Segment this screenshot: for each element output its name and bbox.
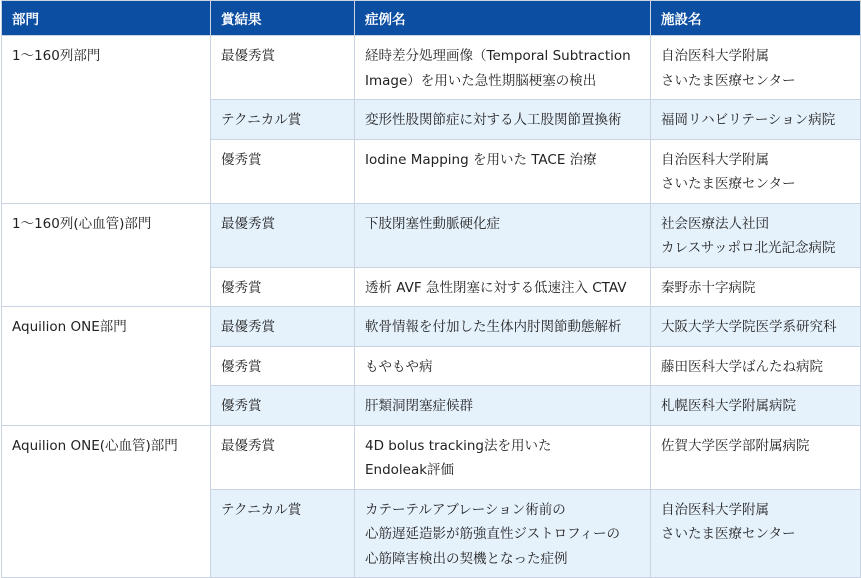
facility-cell bbox=[651, 307, 861, 347]
award-cell: テクニカル賞 bbox=[211, 489, 355, 578]
facility-line: 佐賀大学医学部附属病院 bbox=[661, 437, 810, 454]
facility-cell bbox=[651, 267, 861, 307]
case-line: 心筋障害検出の契機となった症例 bbox=[365, 550, 568, 567]
table-row bbox=[2, 203, 861, 267]
facility-line: 自治医科大学附属 bbox=[661, 151, 769, 168]
case-line: カテーテルアブレーション術前の bbox=[365, 501, 566, 518]
award-cell: 優秀賞 bbox=[211, 139, 355, 203]
facility-cell bbox=[651, 139, 861, 203]
dept-cell: 1〜160列部門 bbox=[2, 36, 211, 204]
case-cell bbox=[355, 307, 651, 347]
case-line: 肝類洞閉塞症候群 bbox=[365, 398, 473, 414]
facility-line: 札幌医科大学附属病院 bbox=[661, 398, 796, 414]
header-dept: 部門 bbox=[2, 1, 211, 36]
award-cell: 最優秀賞 bbox=[211, 307, 355, 347]
header-case: 症例名 bbox=[355, 1, 651, 36]
table-body bbox=[2, 36, 861, 578]
case-line: 4D bolus tracking法を用いた bbox=[365, 437, 552, 454]
facility-line: 秦野赤十字病院 bbox=[661, 279, 756, 296]
award-cell: 優秀賞 bbox=[211, 267, 355, 307]
table-row bbox=[2, 307, 861, 347]
award-cell: 優秀賞 bbox=[211, 386, 355, 426]
case-line: Endoleak評価 bbox=[365, 462, 455, 478]
case-line: もやもや病 bbox=[365, 358, 433, 375]
table-header-row bbox=[2, 1, 861, 36]
award-cell: 最優秀賞 bbox=[211, 36, 355, 100]
dept-cell: Aquilion ONE(心血管)部門 bbox=[2, 425, 211, 578]
case-line: 透析 AVF 急性閉塞に対する低速注入 CTAV bbox=[365, 279, 627, 296]
facility-cell bbox=[651, 36, 861, 100]
case-cell bbox=[355, 100, 651, 140]
case-line: Iodine Mapping を用いた TACE 治療 bbox=[365, 151, 597, 168]
case-cell bbox=[355, 386, 651, 426]
case-cell bbox=[355, 346, 651, 386]
table-row bbox=[2, 36, 861, 100]
award-cell: 最優秀賞 bbox=[211, 425, 355, 489]
case-line: 経時差分処理画像（Temporal Subtraction bbox=[365, 48, 631, 64]
facility-cell bbox=[651, 489, 861, 578]
facility-line: カレスサッポロ北光記念病院 bbox=[661, 240, 836, 256]
facility-cell bbox=[651, 386, 861, 426]
facility-cell bbox=[651, 203, 861, 267]
header-award: 賞結果 bbox=[211, 1, 355, 36]
case-cell bbox=[355, 489, 651, 578]
case-cell bbox=[355, 36, 651, 100]
case-line: 変形性股関節症に対する人工股関節置換術 bbox=[365, 112, 622, 128]
case-cell bbox=[355, 267, 651, 307]
case-line: 心筋遅延造影が筋強直性ジストロフィーの bbox=[365, 526, 621, 542]
case-line: 下肢閉塞性動脈硬化症 bbox=[365, 215, 500, 232]
facility-line: 社会医療法人社団 bbox=[661, 215, 769, 232]
facility-cell bbox=[651, 425, 861, 489]
facility-line: さいたま医療センター bbox=[661, 72, 796, 89]
table-row bbox=[2, 425, 861, 489]
dept-cell: Aquilion ONE部門 bbox=[2, 307, 211, 426]
facility-cell bbox=[651, 100, 861, 140]
case-cell bbox=[355, 139, 651, 203]
case-line: 軟骨情報を付加した生体内肘関節動態解析 bbox=[365, 319, 622, 335]
awards-table bbox=[1, 0, 861, 578]
facility-line: 大阪大学大学院医学系研究科 bbox=[661, 319, 837, 335]
case-line: Image）を用いた急性期脳梗塞の検出 bbox=[365, 72, 597, 89]
case-cell bbox=[355, 425, 651, 489]
dept-cell: 1〜160列(心血管)部門 bbox=[2, 203, 211, 307]
award-cell: 最優秀賞 bbox=[211, 203, 355, 267]
facility-line: 自治医科大学附属 bbox=[661, 501, 769, 518]
award-cell: テクニカル賞 bbox=[211, 100, 355, 140]
facility-line: さいたま医療センター bbox=[661, 526, 796, 542]
facility-line: さいたま医療センター bbox=[661, 176, 796, 192]
facility-line: 自治医科大学附属 bbox=[661, 48, 769, 64]
award-cell: 優秀賞 bbox=[211, 346, 355, 386]
facility-cell bbox=[651, 346, 861, 386]
case-cell bbox=[355, 203, 651, 267]
header-facility: 施設名 bbox=[651, 1, 861, 36]
facility-line: 福岡リハビリテーション病院 bbox=[661, 112, 836, 128]
facility-line: 藤田医科大学ばんたね病院 bbox=[661, 358, 823, 375]
